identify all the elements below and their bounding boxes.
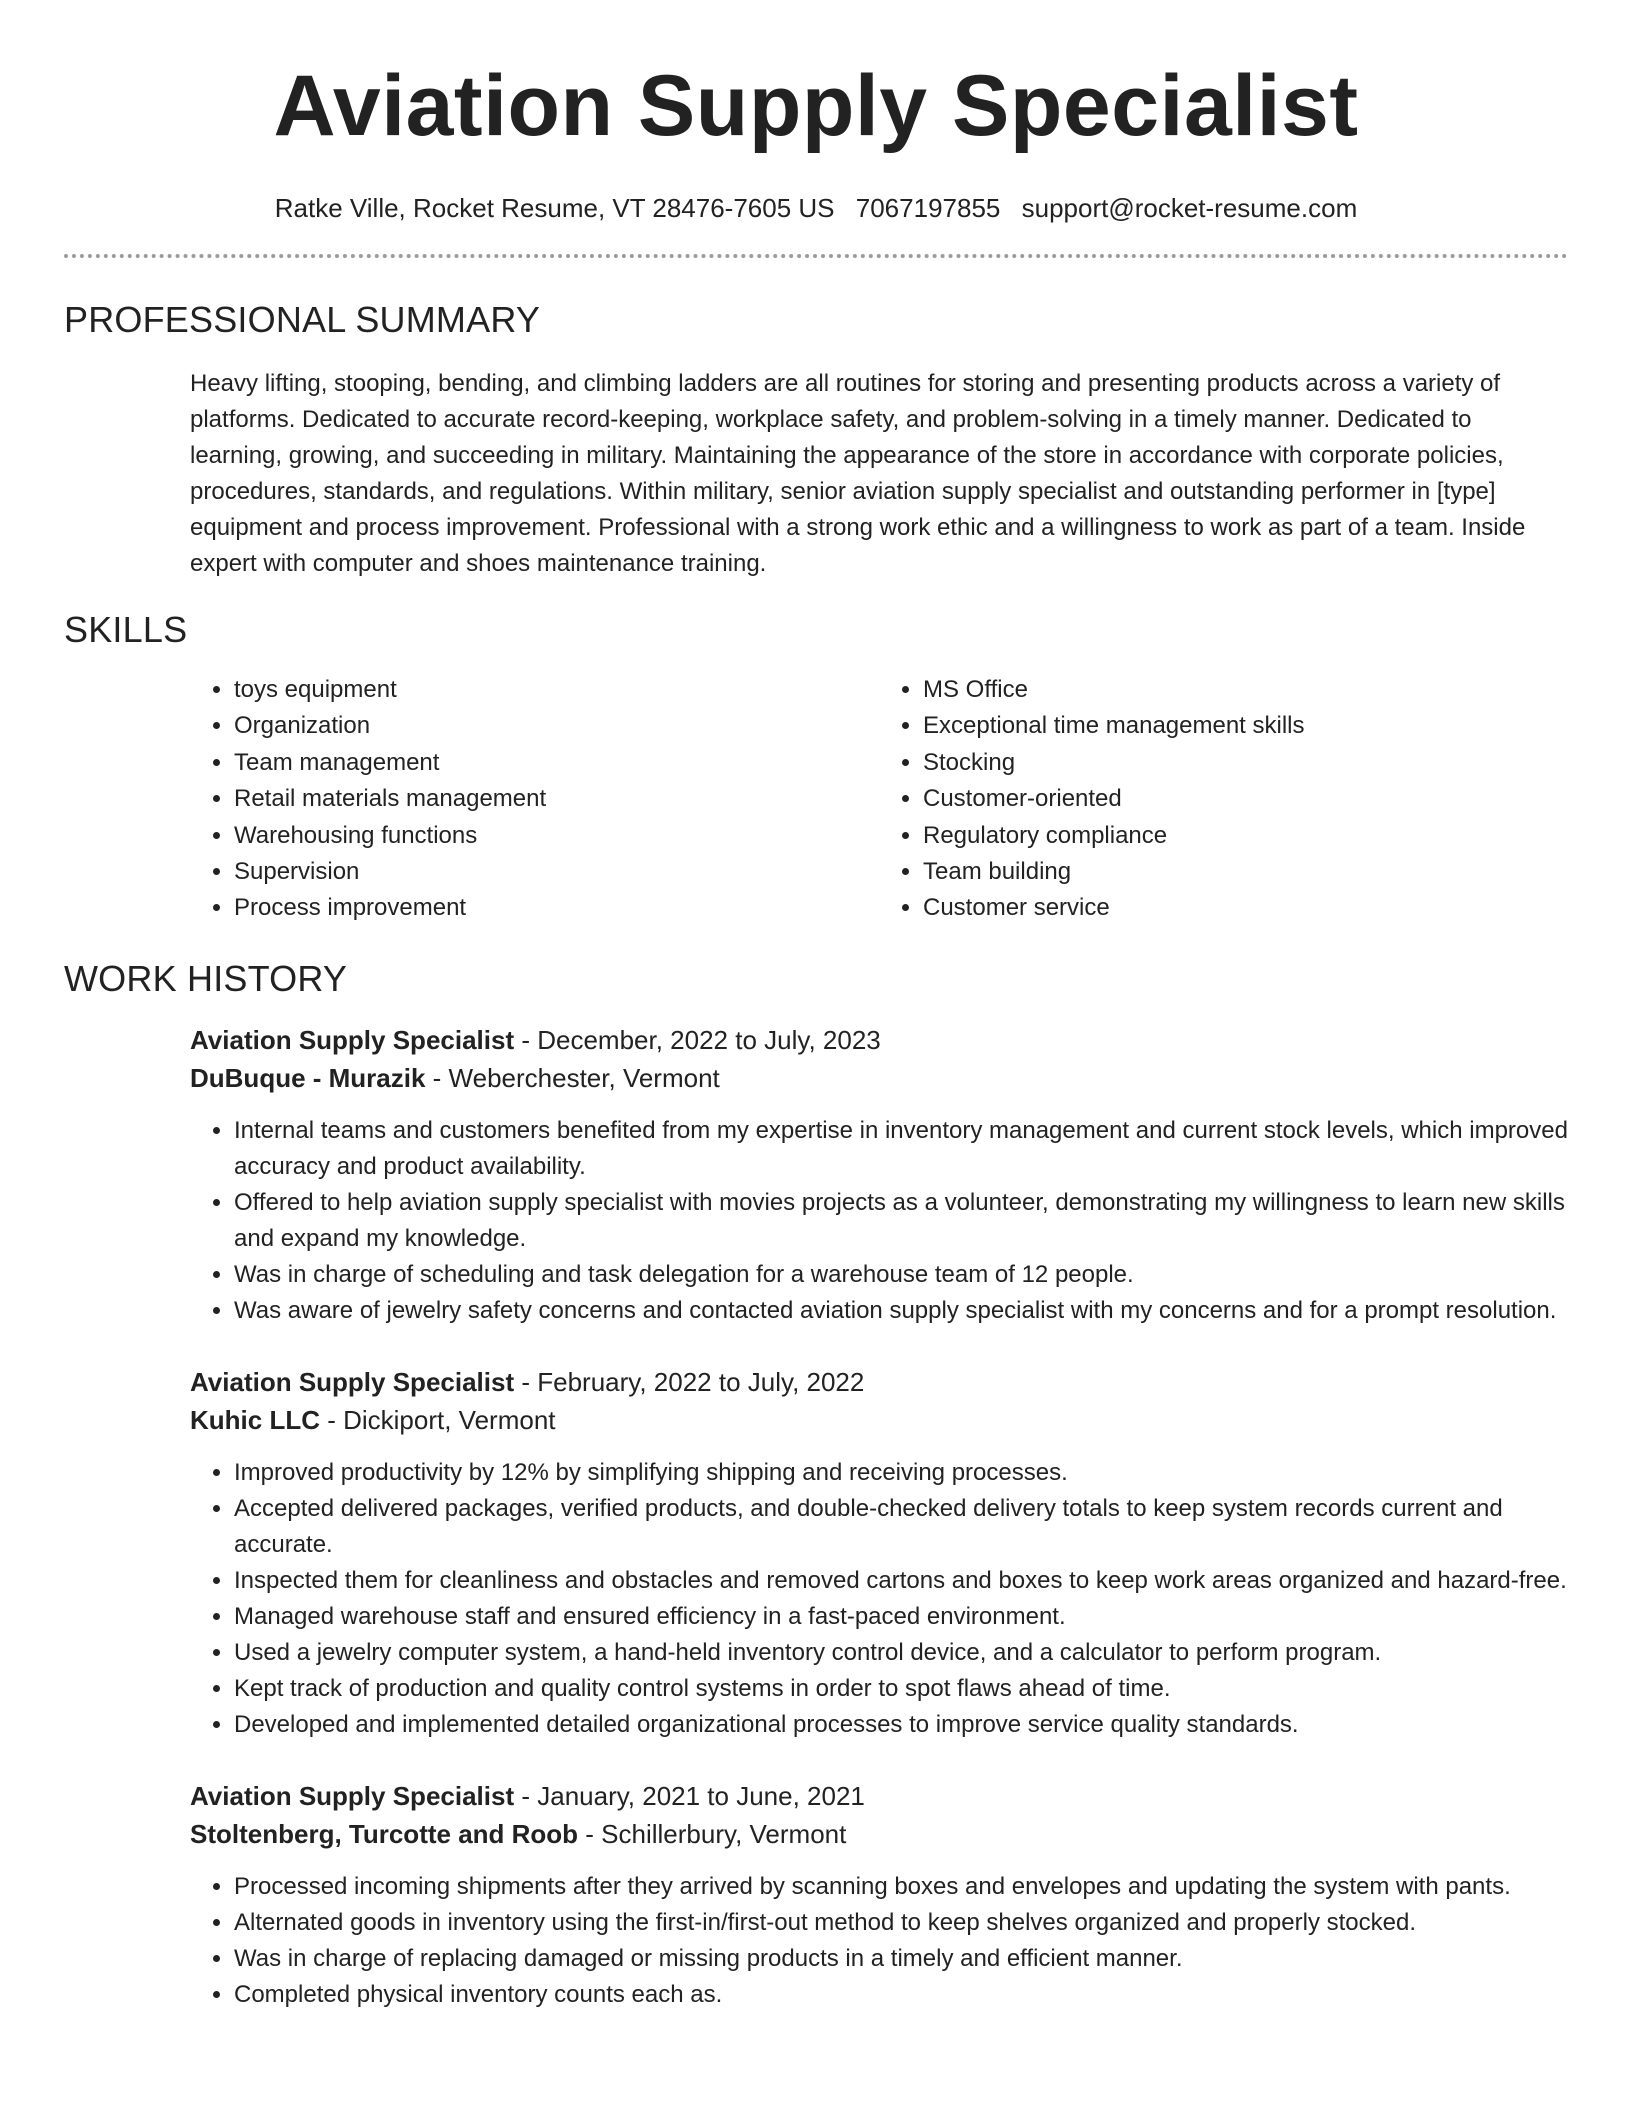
skill-item: • Customer-oriented	[923, 781, 1568, 817]
skills-grid	[190, 672, 1568, 927]
job-bullet: • Internal teams and customers benefited from my expertise in inventory management and current stock levels, which improved accuracy and product availability.	[234, 1113, 1568, 1185]
job-bullet: • Offered to help aviation supply specialist with movies projects as a volunteer, demonstrating my willingness to learn new skills and expand my knowledge.	[234, 1185, 1568, 1257]
job-role: Aviation Supply Specialist	[190, 1366, 515, 1397]
job-entry	[190, 1363, 1568, 1743]
job-bullet: • Managed warehouse staff and ensured efficiency in a fast-paced environment.	[234, 1599, 1568, 1635]
contact-email: support@rocket-resume.com	[1021, 193, 1358, 223]
job-role: Aviation Supply Specialist	[190, 1024, 515, 1055]
job-bullet: • Improved productivity by 12% by simplifying shipping and receiving processes.	[234, 1455, 1568, 1491]
job-company-line	[190, 1815, 1568, 1853]
skill-item: • Organization	[234, 708, 879, 744]
job-bullets	[190, 1869, 1568, 2013]
skill-item: • Supervision	[234, 854, 879, 890]
skill-item: • Retail materials management	[234, 781, 879, 817]
job-bullet: • Was aware of jewelry safety concerns and contacted aviation supply specialist with my concerns and for a prompt resolution.	[234, 1293, 1568, 1329]
job-bullet: • Developed and implemented detailed organizational processes to improve service quality standards.	[234, 1707, 1568, 1743]
job-bullet: • Inspected them for cleanliness and obstacles and removed cartons and boxes to keep work areas organized and hazard-free.	[234, 1563, 1568, 1599]
skill-item: • Process improvement	[234, 890, 879, 926]
skill-item: • Stocking	[923, 745, 1568, 781]
job-company-line	[190, 1401, 1568, 1439]
job-bullet: • Accepted delivered packages, verified products, and double-checked delivery totals to keep system records current and accurate.	[234, 1491, 1568, 1563]
skill-item: • toys equipment	[234, 672, 879, 708]
job-title-line	[190, 1777, 1568, 1815]
job-company-line	[190, 1059, 1568, 1097]
job-bullet: • Was in charge of replacing damaged or missing products in a timely and efficient manner.	[234, 1941, 1568, 1977]
job-location: - Schillerbury, Vermont	[578, 1818, 847, 1849]
work-history-heading: WORK HISTORY	[64, 957, 348, 999]
skill-item: • Team management	[234, 745, 879, 781]
job-title-line	[190, 1021, 1568, 1059]
skill-item: • Warehousing functions	[234, 818, 879, 854]
job-bullet: • Kept track of production and quality control systems in order to spot flaws ahead of time.	[234, 1671, 1568, 1707]
contact-address: Ratke Ville, Rocket Resume, VT 28476-7605 US	[274, 193, 835, 223]
job-role: Aviation Supply Specialist	[190, 1780, 515, 1811]
skills-column-left	[190, 672, 879, 927]
job-bullets	[190, 1113, 1568, 1329]
summary-text: Heavy lifting, stooping, bending, and climbing ladders are all routines for storing and presenting products across a variety of platforms. Dedicated to accurate record-keeping, workplace safety, and problem-solving in a timely manner. Dedicated to learning, growing, and succeeding in military. Maintaining the appearance of the store in accordance with corporate policies, procedures, standards, and regulations. Within military, senior aviation supply specialist and outstanding performer in [type] equipment and process improvement. Professional with a strong work ethic and a willingness to work as part of a team. Inside expert with computer and shoes maintenance training.	[190, 370, 1526, 577]
job-location: - Dickiport, Vermont	[320, 1404, 556, 1435]
job-bullet: • Alternated goods in inventory using the first-in/first-out method to keep shelves organized and properly stocked.	[234, 1905, 1568, 1941]
job-title-line	[190, 1363, 1568, 1401]
job-company: Stoltenberg, Turcotte and Roob	[190, 1818, 579, 1849]
job-bullet: • Completed physical inventory counts each as.	[234, 1977, 1568, 2013]
contact-line	[64, 192, 1568, 224]
job-company: DuBuque - Murazik	[190, 1062, 426, 1093]
skill-item: • Exceptional time management skills	[923, 708, 1568, 744]
skill-item: • Team building	[923, 854, 1568, 890]
resume-header	[64, 0, 1568, 224]
job-bullet: • Processed incoming shipments after they arrived by scanning boxes and envelopes and updating the system with pants.	[234, 1869, 1568, 1905]
job-bullets	[190, 1455, 1568, 1743]
job-bullet: • Was in charge of scheduling and task delegation for a warehouse team of 12 people.	[234, 1257, 1568, 1293]
job-bullet: • Used a jewelry computer system, a hand-held inventory control device, and a calculator to perform program.	[234, 1635, 1568, 1671]
skill-item: • Customer service	[923, 890, 1568, 926]
header-divider	[64, 254, 1568, 258]
job-company: Kuhic LLC	[190, 1404, 320, 1435]
job-dates: - February, 2022 to July, 2022	[514, 1366, 865, 1397]
job-dates: - January, 2021 to June, 2021	[514, 1780, 865, 1811]
skill-item: • Regulatory compliance	[923, 818, 1568, 854]
skills-heading: SKILLS	[64, 609, 188, 650]
summary-heading: PROFESSIONAL SUMMARY	[64, 299, 541, 340]
candidate-name: Aviation Supply Specialist	[273, 58, 1359, 154]
contact-phone: 7067197855	[855, 193, 1001, 223]
job-entry	[190, 1021, 1568, 1329]
job-location: - Weberchester, Vermont	[425, 1062, 720, 1093]
job-entry	[190, 1777, 1568, 2013]
skills-column-right	[879, 672, 1568, 927]
skill-item: • MS Office	[923, 672, 1568, 708]
job-dates: - December, 2022 to July, 2023	[514, 1024, 881, 1055]
